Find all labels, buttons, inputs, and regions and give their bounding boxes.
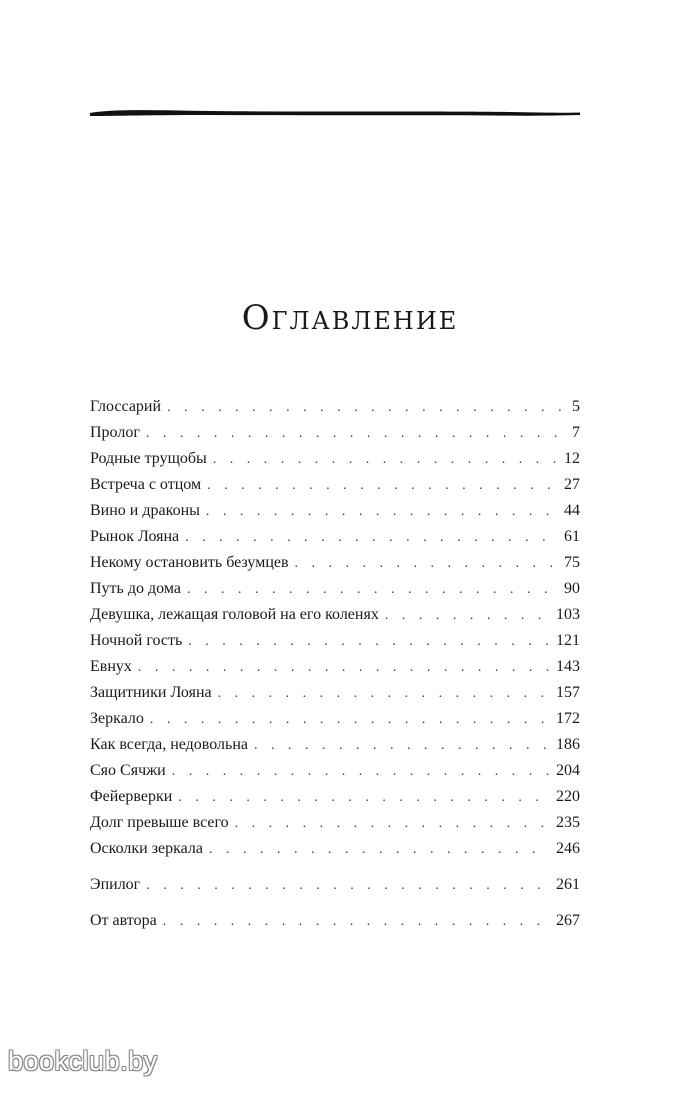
toc-entry-label: Сяо Сячжи [90, 762, 166, 779]
toc-entry-label: Евнух [90, 658, 132, 675]
toc-entry [90, 472, 580, 498]
toc-entry-label: Родные трущобы [90, 450, 207, 467]
toc-entry [90, 628, 580, 654]
toc-entry-label: От автора [90, 912, 157, 929]
toc-entry [90, 908, 580, 934]
toc-entry-label: Глоссарий [90, 398, 162, 415]
toc-leader-dots [150, 707, 550, 732]
toc-entry-page: 220 [556, 788, 580, 805]
toc-leader-dots [209, 837, 550, 862]
toc-entry-label: Встреча с отцом [90, 476, 202, 493]
toc-entry-page: 44 [564, 502, 580, 519]
toc-entry-page: 5 [572, 398, 580, 415]
toc-entry-label: Девушка, лежащая головой на его коленях [90, 606, 379, 623]
toc-entry-page: 235 [556, 814, 580, 831]
toc-entry-page: 157 [556, 684, 580, 701]
toc-title: Оглавление [241, 298, 459, 338]
toc-entry-page: 27 [564, 476, 580, 493]
toc-leader-dots [167, 395, 566, 420]
toc-entry-label: Эпилог [90, 876, 141, 893]
top-brush-rule [90, 106, 580, 120]
toc-list [90, 394, 580, 934]
toc-entry [90, 732, 580, 758]
toc-leader-dots [163, 909, 550, 934]
toc-leader-dots [235, 811, 550, 836]
toc-entry-label: Пролог [90, 424, 140, 441]
toc-entry-label: Путь до дома [90, 580, 181, 597]
toc-leader-dots [187, 577, 558, 602]
toc-entry-label: Как всегда, недовольна [90, 736, 248, 753]
toc-entry [90, 498, 580, 524]
toc-entry [90, 394, 580, 420]
toc-entry [90, 576, 580, 602]
toc-leader-dots [207, 473, 558, 498]
toc-entry [90, 602, 580, 628]
toc-entry-label: Вино и драконы [90, 502, 200, 519]
toc-leader-dots [172, 759, 550, 784]
toc-entry-page: 172 [556, 710, 580, 727]
toc-entry [90, 524, 580, 550]
toc-entry-label: Осколки зеркала [90, 840, 204, 857]
toc-entry [90, 872, 580, 898]
toc-leader-dots [385, 603, 550, 628]
toc-entry [90, 810, 580, 836]
toc-entry [90, 784, 580, 810]
toc-entry [90, 550, 580, 576]
toc-entry [90, 680, 580, 706]
toc-entry [90, 758, 580, 784]
toc-leader-dots [218, 681, 550, 706]
toc-entry [90, 446, 580, 472]
toc-entry-page: 75 [564, 554, 580, 571]
toc-leader-dots [146, 873, 550, 898]
toc-entry-page: 103 [556, 606, 580, 623]
toc-entry-page: 261 [556, 876, 580, 893]
toc-leader-dots [185, 525, 558, 550]
toc-entry-page: 246 [556, 840, 580, 857]
toc-entry-label: Защитники Лояна [90, 684, 212, 701]
toc-entry-page: 61 [564, 528, 580, 545]
toc-leader-dots [295, 551, 558, 576]
toc-entry-page: 267 [556, 912, 580, 929]
toc-entry [90, 706, 580, 732]
toc-leader-dots [254, 733, 550, 758]
toc-entry-label: Зеркало [90, 710, 144, 727]
toc-entry-page: 7 [572, 424, 580, 441]
toc-entry [90, 836, 580, 862]
toc-entry-label: Рынок Лояна [90, 528, 180, 545]
brush-stroke-divider [90, 106, 580, 120]
toc-entry-page: 143 [556, 658, 580, 675]
toc-entry [90, 420, 580, 446]
toc-leader-dots [206, 499, 558, 524]
watermark-text: bookclub.by [8, 1046, 158, 1076]
toc-leader-dots [188, 629, 550, 654]
toc-entry-label: Долг превыше всего [90, 814, 229, 831]
toc-entry [90, 654, 580, 680]
toc-entry-label: Фейерверки [90, 788, 173, 805]
toc-leader-dots [146, 421, 566, 446]
toc-entry-label: Некому остановить безумцев [90, 554, 289, 571]
toc-leader-dots [138, 655, 550, 680]
toc-entry-page: 204 [556, 762, 580, 779]
toc-entry-page: 90 [564, 580, 580, 597]
toc-entry-label: Ночной гость [90, 632, 183, 649]
toc-entry-page: 186 [556, 736, 580, 753]
toc-entry-page: 12 [564, 450, 580, 467]
toc-leader-dots [178, 785, 550, 810]
toc-entry-page: 121 [556, 632, 580, 649]
toc-leader-dots [213, 447, 558, 472]
